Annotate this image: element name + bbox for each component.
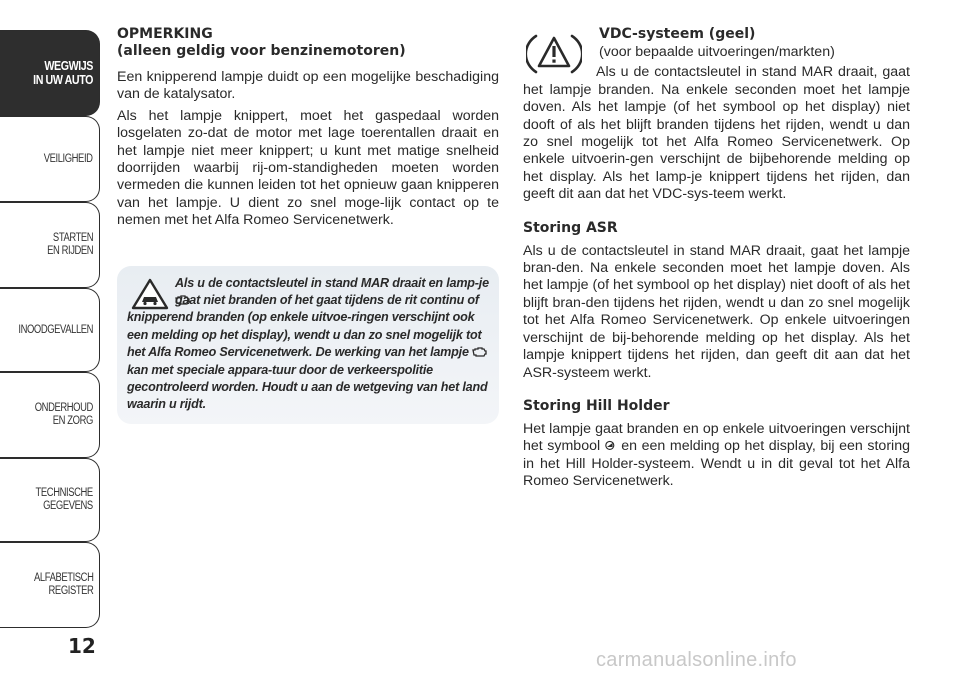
asr-title: Storing ASR (523, 219, 618, 236)
note-heading: OPMERKING (117, 26, 213, 42)
tab-noodgevallen[interactable] (0, 288, 100, 372)
tab-technische[interactable] (0, 458, 100, 542)
hill-holder-text-2: en een melding op het display, bij een storing in het Hill Holder-systeem. Wendt u in dit geval tot het Alfa Romeo Servicenetwerk. (523, 438, 910, 490)
vdc-paragraph: Als u de contactsleutel in stand MAR draait, gaat het lampje branden. Na enkele seconden moet het lampje doven. Als het lampje (of het symbool op het display) niet dooft of als het blijft branden tijdens het rijden, wendt u dan zo snel mogelijk tot het Alfa Romeo Servicenetwerk. Op enkele uitvoerin-gen verschijnt de bijbehorende melding op het display. Als het lamp-je knippert tijdens het rijden, dan geeft dit aan dat het VDC-sys-teem werkt. (523, 64, 910, 203)
tab-onderhoud-label: ONDERHOUD EN ZORG (34, 402, 93, 427)
note-paragraph-2: Als het lampje knippert, moet het gaspedaal worden losgelaten zo-dat de motor met lage toerentallen draait en het lampje niet meer knippert; u kunt met matige snelheid doorrijden waarbij rij-om-standigheden moeten worden vermeden die kunnen leiden tot het opnieuw gaan knipperen van het lampje. U dient zo snel moge-lijk contact op te nemen met het Alfa Romeo Servicenetwerk. (117, 107, 499, 229)
warning-text-body (127, 292, 489, 414)
warning-box (117, 266, 499, 424)
left-column (117, 26, 499, 230)
watermark: carmanualsonline.info (596, 649, 797, 671)
right-column (523, 26, 910, 491)
hill-holder-title: Storing Hill Holder (523, 397, 670, 414)
tab-onderhoud[interactable] (0, 372, 100, 458)
tab-technische-label: TECHNISCHE GEGEVENS (35, 487, 93, 512)
warning-text-part3: kan met speciale appara-tuur door de verkeerspolitie gecontroleerd worden. Houdt u aan de wetgeving van het land waarin u rijdt. (127, 362, 488, 412)
tab-noodgevallen-label: INOODGEVALLEN (18, 323, 93, 336)
note-paragraph-1: Een knipperend lampje duidt op een mogelijke beschadiging van de katalysator. (117, 69, 499, 103)
tab-wegwijs-label: WEGWIJS IN UW AUTO (33, 58, 93, 87)
tab-alfabetisch[interactable] (0, 542, 100, 628)
tab-starten-label: STARTEN EN RIJDEN (46, 232, 93, 257)
hill-holder-paragraph (523, 421, 910, 491)
note-subheading: (alleen geldig voor benzinemotoren) (117, 43, 406, 59)
hill-holder-text-1: Het lampje gaat branden en op enkele uitvoeringen verschijnt het symbool (523, 420, 910, 455)
vdc-subtitle: (voor bepaalde uitvoeringen/markten) (599, 44, 835, 60)
page-number: 12 (68, 634, 96, 658)
tab-veiligheid[interactable] (0, 116, 100, 202)
asr-paragraph: Als u de contactsleutel in stand MAR draait, gaat het lampje bran-den. Na enkele seconden moet het lampje doven. Als het lampje (of het symbool op het display) niet dooft of als het blijft bran-den tijdens het rijden, wendt u dan zo snel mogelijk tot het Alfa Romeo Servicenetwerk. Op enkele uitvoeringen verschijnt de bij-behorende melding op het display. Als het lampje knippert tijdens het rijden, dan geeft dit aan dat het ASR-systeem werkt. (523, 242, 910, 381)
warning-text-part2: gaat niet branden of het gaat tijdens de rit continu of knipperend branden (op enkele uitvoe-ringen verschijnt ook een melding op het display), wendt u dan zo snel mogelijk tot het Alfa Romeo Servicenetwerk. De werking van het lampje (127, 293, 482, 360)
tab-alfabetisch-label: ALFABETISCH REGISTER (33, 572, 93, 597)
engine-check-icon (472, 346, 487, 357)
warning-text-part1: Als u de contactsleutel in stand MAR draait en lamp-je (175, 276, 489, 290)
vdc-title: VDC-systeem (geel) (599, 26, 756, 42)
tab-starten[interactable] (0, 202, 100, 288)
tab-veiligheid-label: VEILIGHEID (44, 152, 93, 165)
tab-wegwijs[interactable] (0, 30, 100, 116)
hill-holder-icon (605, 439, 617, 451)
